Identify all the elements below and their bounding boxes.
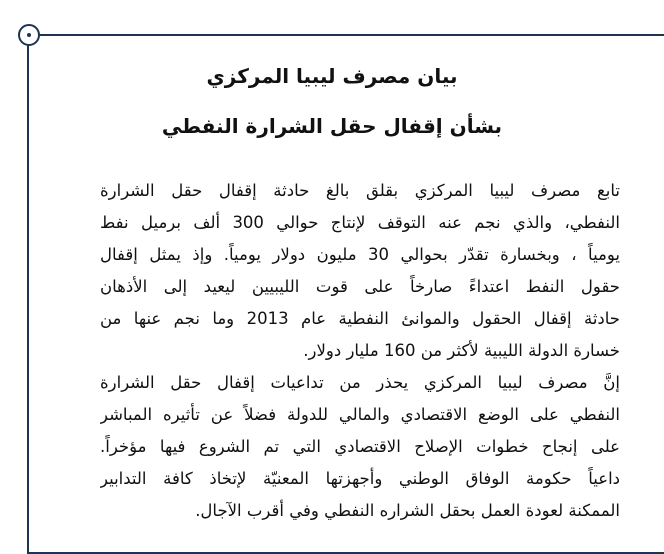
paragraph-line: خسارة الدولة الليبية لأكثر من 160 مليار دولار. bbox=[303, 341, 620, 360]
paragraph-line: على إنجاح خطوات الإصلاح الاقتصادي التي تم الشروع فيها مؤخراً. bbox=[100, 437, 620, 456]
statement-paragraph-1 bbox=[100, 175, 620, 367]
statement-subtitle: بشأن إقفال حقل الشرارة النفطي bbox=[161, 114, 503, 138]
paragraph-line: يومياً ، وبخسارة تقدّر بحوالي 30 مليون دولار يومياً. وإذ يمثل إقفال bbox=[100, 245, 620, 264]
statement-title: بيان مصرف ليبيا المركزي bbox=[206, 64, 458, 88]
statement-paragraph-2 bbox=[100, 367, 620, 527]
paragraph-line: تابع مصرف ليبيا المركزي بقلق بالغ حادثة إقفال حقل الشرارة bbox=[100, 181, 620, 200]
paragraph-line: النفطي، والذي نجم عنه التوقف لإنتاج حوالي 300 ألف برميل نفط bbox=[100, 213, 620, 232]
paragraph-line: حقول النفط اعتداءً صارخاً على قوت الليبيين ليعيد إلى الأذهان bbox=[100, 277, 620, 296]
paragraph-line: داعياً حكومة الوفاق الوطني وأجهزتها المعنيّة لإتخاذ كافة التدابير bbox=[100, 469, 620, 488]
paragraph-line: الممكنة لعودة العمل بحقل الشراره النفطي وفي أقرب الآجال. bbox=[195, 501, 620, 520]
paragraph-line: إنَّ مصرف ليبيا المركزي يحذر من تداعيات إقفال حقل الشرارة bbox=[100, 373, 620, 392]
paragraph-line: النفطي على الوضع الاقتصادي والمالي للدولة فضلاً عن تأثيره المباشر bbox=[100, 405, 620, 424]
paragraph-line: حادثة إقفال الحقول والموانئ النفطية عام 2013 وما نجم عنها من bbox=[100, 309, 620, 328]
